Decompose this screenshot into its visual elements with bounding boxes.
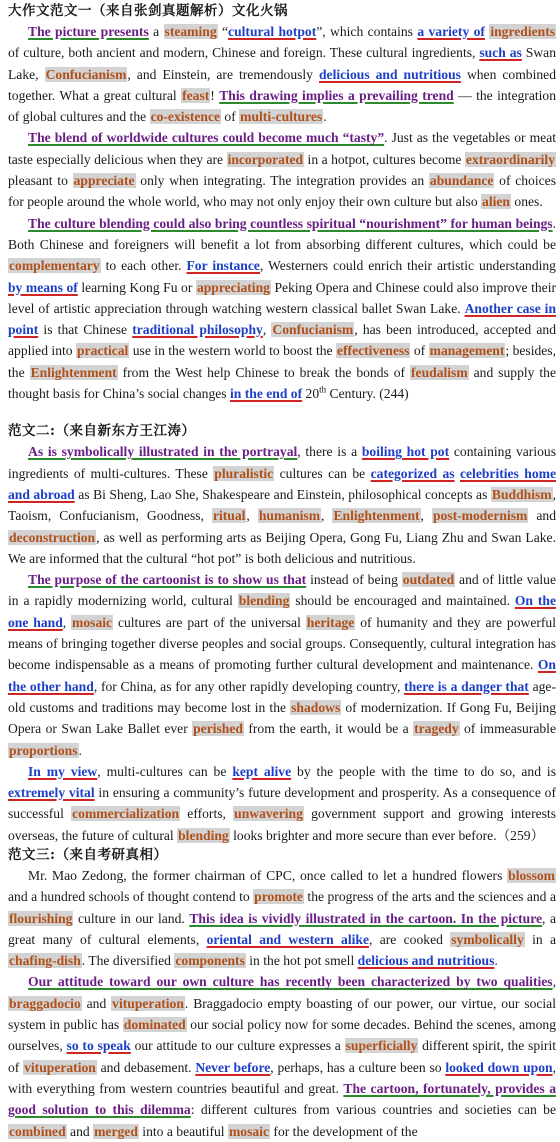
highlighted-vocabulary: ritual <box>212 508 246 524</box>
highlighted-vocabulary: unwavering <box>234 806 303 822</box>
highlighted-vocabulary: effectiveness <box>337 343 410 359</box>
text-run: of <box>410 343 429 359</box>
text-run: , Westerners could enrich their artistic understanding <box>259 258 556 274</box>
superscript: th <box>319 384 327 395</box>
key-phrase: kept alive <box>232 763 292 779</box>
text-run: from the West help Chinese to break the bonds of <box>117 364 411 380</box>
text-run: “ <box>217 24 229 39</box>
topic-sentence: As is symbolically illustrated in the portrayal <box>28 444 298 460</box>
key-phrase: On the one hand <box>8 593 556 630</box>
text-run: of immeasurable <box>459 721 556 737</box>
key-phrase: oriental and western alike <box>206 931 369 947</box>
section-title: 范文二:（来自新东方王江涛） <box>8 423 196 440</box>
text-run: ”, which contains <box>316 24 418 39</box>
paragraph <box>8 127 556 212</box>
text-run: ones. <box>511 194 543 210</box>
text-run: a <box>148 24 164 39</box>
text-run: Swan Lake, <box>8 45 556 82</box>
text-run: ; besides, the <box>8 343 556 380</box>
text-run: and debasement. <box>96 1059 196 1075</box>
text-run: — the integration of global cultures and the <box>8 87 557 125</box>
topic-sentence: The purpose of the cartoonist is to show us that <box>28 572 307 588</box>
topic-sentence: The picture presents <box>28 24 149 39</box>
text-run: looks brighter and more secure than ever before.（259） <box>229 827 545 843</box>
key-phrase: such as <box>479 45 522 61</box>
text-run: , there is a <box>297 444 362 460</box>
text-run: . The diversified <box>81 953 175 969</box>
text-run: government support and growing interests overseas, the future of cultural <box>8 806 556 843</box>
text-run: the progress of the arts and the sciences and a <box>303 889 556 905</box>
highlighted-vocabulary: co-existence <box>150 109 221 125</box>
highlighted-vocabulary: combined <box>9 1123 66 1139</box>
text-run: , <box>321 508 333 524</box>
topic-sentence: The culture blending could also bring countless spiritual “nourishment” for human beings <box>28 215 553 231</box>
key-phrase: Never before <box>195 1059 271 1075</box>
highlighted-vocabulary: blossom <box>508 867 555 883</box>
highlighted-vocabulary: pluralistic <box>214 465 274 481</box>
text-run: of <box>221 109 240 125</box>
text-run: . <box>323 109 327 125</box>
highlighted-vocabulary: vituperation <box>112 995 184 1011</box>
topic-sentence: This idea is vividly illustrated in the cartoon. In the picture <box>189 910 543 926</box>
key-phrase: in the end of <box>230 386 303 402</box>
text-run: containing various ingredients of multi-cultures. These <box>8 444 556 481</box>
text-run: by the people with the time to do so, and is <box>291 763 556 779</box>
key-phrase: by means of <box>8 279 78 295</box>
text-run: learning Kong Fu or <box>77 279 196 295</box>
text-run: , <box>62 614 72 630</box>
text-run: , as well as performing arts as Beijing Opera, Gong Fu, Liang Zhu and Swan Lake. We are informed that the cultural “hot pot” is both delicious and nutritious. <box>8 529 556 566</box>
text-run: , <box>552 974 556 990</box>
key-phrase: celebrities home and abroad <box>8 465 556 502</box>
text-run: , <box>262 322 272 338</box>
highlighted-vocabulary: proportions <box>9 742 78 758</box>
text-run: age-old customs and traditions may become lost in the <box>8 678 556 715</box>
key-phrase: so to speak <box>66 1038 131 1054</box>
text-run: , with everything from western countries beautiful and great. <box>8 1059 556 1096</box>
text-run: cultures can be <box>274 465 371 481</box>
highlighted-vocabulary: appreciating <box>196 279 270 295</box>
essay-section-1 <box>8 2 556 404</box>
text-run: : different cultures from various countries and societies can be <box>190 1102 556 1118</box>
key-phrase: On the other hand <box>8 657 556 694</box>
highlighted-vocabulary: outdated <box>402 572 455 588</box>
text-run: Century. (244) <box>326 386 409 402</box>
key-phrase: Another case in point <box>8 300 556 338</box>
highlighted-vocabulary: chafing-dish <box>9 953 81 969</box>
text-run: our social policy now for some decades. Behind the scenes, among ourselves, <box>8 1017 557 1054</box>
text-run: to each other. <box>100 258 187 274</box>
text-run: of culture, both ancient and modern, Chinese and foreign. These cultural ingredients, <box>8 45 480 61</box>
highlighted-vocabulary: alien <box>482 194 510 210</box>
text-run: . <box>78 742 82 758</box>
text-run: and <box>81 995 112 1011</box>
text-run: , multi-cultures can be <box>97 763 233 779</box>
essay-section-2 <box>8 422 556 846</box>
section-title: 大作文范文一（来自张剑真题解析）文化火锅 <box>8 3 288 19</box>
key-phrase: cultural hotpot <box>228 24 317 39</box>
section-title: 范文三:（来自考研真相） <box>8 846 168 863</box>
highlighted-vocabulary: management <box>429 343 505 359</box>
text-run: for the development of the <box>270 1123 418 1139</box>
highlighted-vocabulary: Confucianism <box>45 66 127 82</box>
text-run: of modernization. If Gong Fu, Beijing Opera or Swan Lake Ballet ever <box>8 699 557 737</box>
highlighted-vocabulary: practical <box>77 343 129 359</box>
text-run: in a hotpot, cultures become <box>304 151 465 167</box>
text-run: and <box>528 508 556 524</box>
highlighted-vocabulary: steaming <box>164 24 217 39</box>
text-run: from the earth, it would be a <box>243 721 414 737</box>
highlighted-vocabulary: mosaic <box>228 1123 270 1139</box>
text-run: efforts, <box>180 806 234 822</box>
text-run: Mr. Mao Zedong, the former chairman of CPC, once called to let a hundred flowers <box>28 867 508 883</box>
key-phrase: boiling hot pot <box>361 444 450 460</box>
text-run: ! <box>210 87 220 103</box>
text-run: , and Einstein, are tremendously <box>127 66 319 82</box>
text-run: 20 <box>302 386 320 402</box>
text-run: when combined together. What a great cultural <box>8 66 556 103</box>
highlighted-vocabulary: shadows <box>291 699 341 715</box>
highlighted-vocabulary: incorporated <box>227 151 304 167</box>
text-run: . Braggadocio empty boasting of our power, our virtue, our social system in public has <box>8 995 556 1033</box>
key-phrase: delicious and nutritious <box>319 66 461 82</box>
key-phrase: there is a danger that <box>404 678 529 694</box>
text-run: only when integrating. The integration provides an <box>135 173 429 189</box>
highlighted-vocabulary: feudalism <box>411 364 468 380</box>
text-run: in the hot pot smell <box>245 953 358 969</box>
paragraph <box>8 865 556 971</box>
essay-section-3 <box>8 846 556 1142</box>
text-run: , has been introduced, accepted and applied into <box>8 322 557 359</box>
highlighted-vocabulary: Confucianism <box>272 322 354 338</box>
highlighted-vocabulary: humanism <box>258 508 321 524</box>
text-run: . Just as the vegetables or meat taste especially delicious when they are <box>8 130 557 167</box>
text-run: , for China, as for any other rapidly developing country, <box>93 678 405 694</box>
text-run: instead of being <box>306 572 402 588</box>
text-run: in a <box>524 931 557 947</box>
highlighted-vocabulary: flourishing <box>9 910 73 926</box>
highlighted-vocabulary: multi-cultures <box>240 109 323 125</box>
text-run: , a great many of cultural elements, <box>8 910 556 947</box>
highlighted-vocabulary: merged <box>94 1123 138 1139</box>
highlighted-vocabulary: blending <box>238 593 290 609</box>
topic-sentence: The blend of worldwide cultures could become much “tasty” <box>28 130 385 146</box>
highlighted-vocabulary: ingredients <box>490 24 556 39</box>
text-run: as Bi Sheng, Lao She, Shakespeare and Einstein, philosophical concepts as <box>74 486 491 502</box>
text-run: pleasant to <box>8 173 73 189</box>
text-run: of humanity and they are powerful means of bringing together diverse peoples and social groups. Consequently, cultural integration has become indispensable as a means of promoting further cultural development and maintenance. <box>8 614 556 673</box>
highlighted-vocabulary: tragedy <box>414 721 459 737</box>
paragraph <box>8 761 556 846</box>
text-run: . Both Chinese and foreigners will benefit a lot from absorbing different cultures, which could be <box>8 215 556 252</box>
text-run: different spirit, the spirit of <box>8 1038 557 1075</box>
key-phrase: delicious and nutritious <box>357 953 495 969</box>
text-run: in ensuring a community’s future development and prosperity. As a consequence of successful <box>8 785 556 822</box>
highlighted-vocabulary: blending <box>178 827 229 843</box>
highlighted-vocabulary: Enlightenment <box>333 508 420 524</box>
topic-sentence: The cartoon, fortunately, provides a good solution to this dilemma <box>8 1080 556 1118</box>
paragraph <box>8 441 556 569</box>
text-run: , <box>420 508 432 524</box>
key-phrase: traditional philosophy <box>132 322 263 338</box>
paragraph <box>8 569 556 761</box>
key-phrase: looked down upon <box>445 1059 553 1075</box>
highlighted-vocabulary: deconstruction <box>9 529 96 545</box>
highlighted-vocabulary: superficially <box>345 1038 418 1054</box>
paragraph <box>8 213 556 405</box>
highlighted-vocabulary: promote <box>254 889 303 905</box>
highlighted-vocabulary: extraordinarily <box>465 151 556 167</box>
text-run: our attitude to our culture expresses a <box>130 1038 345 1054</box>
text-run: , <box>246 508 258 524</box>
topic-sentence: Our attitude toward our own culture has recently been characterized by two qualities <box>28 974 553 990</box>
key-phrase: In my view <box>28 763 98 779</box>
text-run: and of little value in a rapidly modernizing world, cultural <box>8 572 557 609</box>
paragraph <box>8 971 556 1141</box>
text-run: and <box>66 1123 94 1139</box>
text-run: and a hundred schools of thought contend to <box>8 889 254 905</box>
text-run: and supply the thought basis for China’s social changes <box>8 364 557 402</box>
key-phrase: categorized as <box>370 465 455 481</box>
highlighted-vocabulary: perished <box>193 721 243 737</box>
highlighted-vocabulary: mosaic <box>72 614 113 630</box>
text-run: cultures are part of the universal <box>113 614 306 630</box>
key-phrase: For instance <box>186 258 260 274</box>
text-run: of choices for people around the whole world, who may not only enjoy their own culture but also <box>8 173 556 210</box>
highlighted-vocabulary: Enlightenment <box>30 364 117 380</box>
highlighted-vocabulary: Buddhism <box>491 486 552 502</box>
highlighted-vocabulary: appreciate <box>73 173 135 189</box>
text-run: , Taoism, Confucianism, Goodness, <box>8 486 556 524</box>
text-run: , are cooked <box>369 931 451 947</box>
paragraph <box>8 21 556 127</box>
highlighted-vocabulary: heritage <box>306 614 355 630</box>
highlighted-vocabulary: symbolically <box>451 931 524 947</box>
text-run: should be encouraged and maintained. <box>290 593 515 609</box>
text-run: is that Chinese <box>38 322 133 338</box>
text-run: into a beautiful <box>138 1123 228 1139</box>
highlighted-vocabulary: abundance <box>429 173 494 189</box>
highlighted-vocabulary: braggadocio <box>9 995 81 1011</box>
highlighted-vocabulary: commercialization <box>72 806 180 822</box>
text-run: Peking Opera and Chinese could also improve their level of artistic appreciation through watching western classical ballet Swan Lake. <box>8 279 557 316</box>
text-run: culture in our land. <box>73 910 190 926</box>
key-phrase: extremely vital <box>8 785 95 801</box>
highlighted-vocabulary: dominated <box>123 1017 186 1033</box>
highlighted-vocabulary: feast <box>182 87 210 103</box>
text-run: , perhaps, has a culture been so <box>270 1059 446 1075</box>
text-run: use in the western world to boost the <box>129 343 336 359</box>
key-phrase: a variety of <box>417 24 485 39</box>
highlighted-vocabulary: complementary <box>9 258 100 274</box>
highlighted-vocabulary: components <box>175 953 245 969</box>
text-run: . <box>494 953 498 969</box>
highlighted-vocabulary: vituperation <box>24 1059 96 1075</box>
highlighted-vocabulary: post-modernism <box>432 508 528 524</box>
topic-sentence: This drawing implies a prevailing trend <box>219 87 454 103</box>
